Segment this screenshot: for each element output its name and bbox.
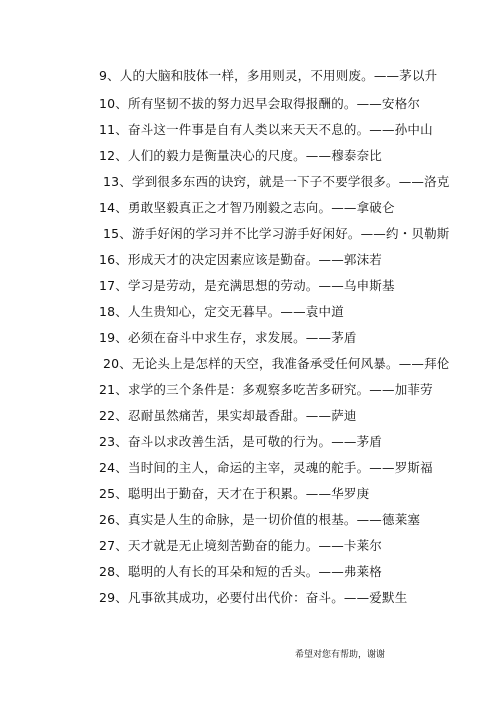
quote-item: 9、人的大脑和肢体一样，多用则灵，不用则废。——茅以升 bbox=[99, 68, 438, 83]
quote-item: 29、凡事欲其成功，必要付出代价：奋斗。——爱默生 bbox=[99, 590, 408, 605]
quote-item: 16、形成天才的决定因素应该是勤奋。——郭沫若 bbox=[99, 252, 383, 267]
quote-item: 11、奋斗这一件事是自有人类以来天天不息的。——孙中山 bbox=[99, 122, 433, 137]
quote-item: 12、人们的毅力是衡量决心的尺度。——穆泰奈比 bbox=[99, 148, 383, 163]
quote-item: 19、必须在奋斗中求生存，求发展。——茅盾 bbox=[99, 330, 357, 345]
quote-item: 21、求学的三个条件是：多观察多吃苦多研究。——加菲劳 bbox=[99, 382, 433, 397]
quote-item: 25、聪明出于勤奋，天才在于积累。——华罗庚 bbox=[99, 486, 370, 501]
quote-item: 28、聪明的人有长的耳朵和短的舌头。——弗莱格 bbox=[99, 564, 383, 579]
quote-item: 10、所有坚韧不拔的努力迟早会取得报酬的。——安格尔 bbox=[99, 96, 421, 111]
quote-item: 18、人生贵知心，定交无暮早。——袁中道 bbox=[99, 304, 344, 319]
quote-item: 22、忍耐虽然痛苦，果实却最香甜。——萨迪 bbox=[99, 408, 357, 423]
quote-item: 13、学到很多东西的诀窍，就是一下子不要学很多。——洛克 bbox=[103, 174, 450, 189]
footer-note: 希望对您有帮助，谢谢 bbox=[295, 650, 386, 660]
quote-item: 24、当时间的主人，命运的主宰，灵魂的舵手。——罗斯福 bbox=[99, 460, 433, 475]
quote-item: 14、勇敢坚毅真正之才智乃刚毅之志向。——拿破仑 bbox=[99, 200, 395, 215]
quote-item: 27、天才就是无止境刻苦勤奋的能力。——卡莱尔 bbox=[99, 538, 383, 553]
quote-item: 17、学习是劳动，是充满思想的劳动。——乌申斯基 bbox=[99, 278, 395, 293]
quote-item: 20、无论头上是怎样的天空，我准备承受任何风暴。——拜伦 bbox=[103, 356, 450, 371]
quote-item: 23、奋斗以求改善生活，是可敬的行为。——茅盾 bbox=[99, 434, 383, 449]
quote-item: 15、游手好闲的学习并不比学习游手好闲好。——约・贝勒斯 bbox=[103, 226, 450, 241]
quote-item: 26、真实是人生的命脉，是一切价值的根基。——德莱塞 bbox=[99, 512, 421, 527]
